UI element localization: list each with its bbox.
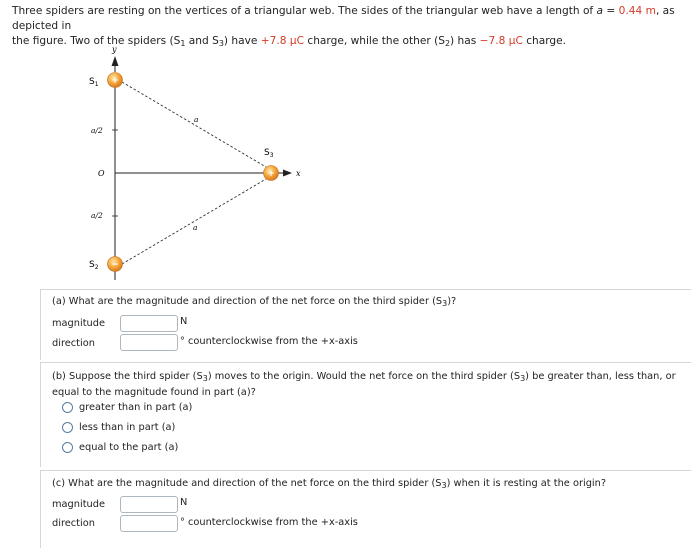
x-axis-arrow xyxy=(283,170,292,177)
radio-button[interactable] xyxy=(62,402,73,413)
subscript: 3 xyxy=(218,39,224,48)
part-a-question: (a) What are the magnitude and direction of the net force on the third spider $(S_3)$? xyxy=(52,296,457,308)
intro-text: ) has xyxy=(450,35,480,47)
side-length-label-top: a xyxy=(194,115,199,124)
part-c-magnitude-label: magnitude xyxy=(52,499,105,510)
option-greater[interactable] xyxy=(62,402,192,413)
part-a-direction-input[interactable] xyxy=(120,334,178,351)
intro-text: the figure. Two of the spiders (S xyxy=(12,35,181,47)
y-axis-label: y xyxy=(112,45,117,54)
plus-sign: + xyxy=(267,169,275,179)
positive-charge-value: +7.8 µC xyxy=(260,35,305,47)
intro-text: charge. xyxy=(522,35,567,47)
spider-s3-charge xyxy=(264,166,279,181)
s3-label: $S_3$ xyxy=(264,148,274,159)
part-c-magnitude-unit: N xyxy=(180,497,188,508)
half-length-label-top: a/2 xyxy=(91,126,103,135)
minus-sign: − xyxy=(111,260,119,270)
intro-text: and S xyxy=(185,35,219,47)
part-a-magnitude-input[interactable] xyxy=(120,315,178,332)
part-c-direction-label: direction xyxy=(52,518,95,529)
x-axis-label: x xyxy=(296,169,301,178)
triangle-web-figure xyxy=(70,42,350,284)
intro-text: charge, while the other (S xyxy=(304,35,445,47)
part-c-direction-input[interactable] xyxy=(120,515,178,532)
origin-label: O xyxy=(98,169,105,178)
s2-label: $S_2$ xyxy=(89,260,99,271)
part-a-magnitude-unit: N xyxy=(180,316,188,327)
side-s1-s3 xyxy=(122,82,266,167)
part-c-direction-unit: ° counterclockwise from the +x-axis xyxy=(180,517,358,528)
part-c-question: (c) What are the magnitude and direction of the net force on the third spider $(S_3)$ when it is resting at the origin? xyxy=(52,478,607,490)
plus-sign: + xyxy=(111,76,119,86)
intro-text: , as depicted in xyxy=(12,5,675,32)
radio-button[interactable] xyxy=(62,442,73,453)
subscript: 2 xyxy=(444,39,451,48)
side-s2-s3 xyxy=(122,179,266,264)
half-length-label-bottom: a/2 xyxy=(91,211,103,220)
radio-button[interactable] xyxy=(62,422,73,433)
spider-s1-charge xyxy=(108,73,123,88)
intro-text: = xyxy=(603,5,619,17)
intro-text: Three spiders are resting on the vertices of a triangular web. The sides of the triangular web have a length of xyxy=(12,5,597,17)
option-label: equal to the part (a) xyxy=(79,442,179,453)
intro-text: ) have xyxy=(223,35,261,47)
spider-s2-charge xyxy=(108,257,123,272)
option-label: less than in part (a) xyxy=(79,422,176,433)
subscript: 1 xyxy=(180,39,186,48)
option-label: greater than in part (a) xyxy=(79,402,193,413)
side-length-value: 0.44 m xyxy=(618,5,656,17)
side-length-label-bottom: a xyxy=(193,223,198,232)
var-a: a xyxy=(596,5,604,17)
negative-charge-value: −7.8 µC xyxy=(479,35,523,47)
part-a-magnitude-label: magnitude xyxy=(52,318,105,329)
s1-label: $S_1$ xyxy=(89,77,99,88)
part-a-direction-unit: ° counterclockwise from the +x-axis xyxy=(180,336,358,347)
part-a-direction-label: direction xyxy=(52,338,95,349)
part-b-question: (b) Suppose the third spider $(S_3)$ moves to the origin. Would the net force on the third spider $(S_3)$ be greater than, less than, or equal to the magnitude found in part (a)? xyxy=(52,371,676,398)
part-c-magnitude-input[interactable] xyxy=(120,496,178,513)
option-equal[interactable] xyxy=(62,442,178,453)
option-less[interactable] xyxy=(62,422,175,433)
